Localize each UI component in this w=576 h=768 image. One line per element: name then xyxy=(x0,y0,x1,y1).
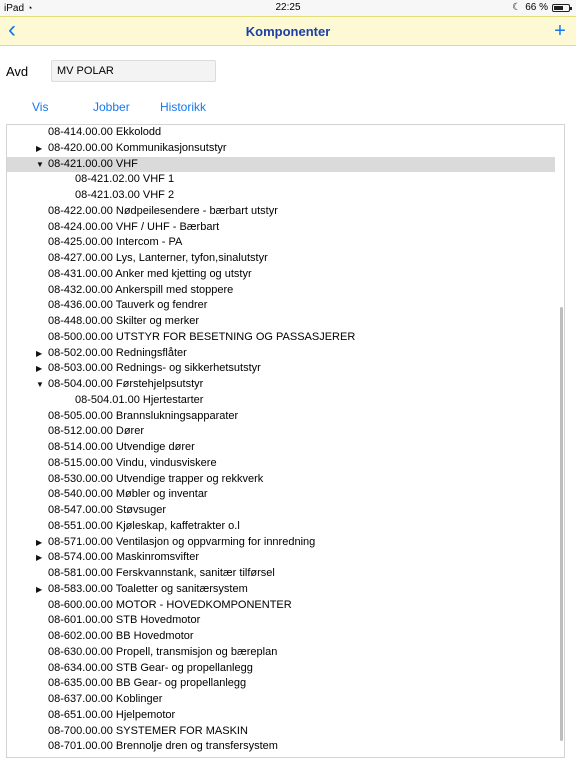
tree-row[interactable] xyxy=(7,424,564,440)
status-right xyxy=(512,0,570,16)
component-tree[interactable] xyxy=(6,124,565,758)
tree-row-label: 08-431.00.00 Anker med kjetting og utstyr xyxy=(48,267,252,280)
tree-row[interactable] xyxy=(7,535,564,551)
tree-row-label: 08-515.00.00 Vindu, vindusviskere xyxy=(48,456,217,469)
tree-row-label: 08-600.00.00 MOTOR - HOVEDKOMPONENTER xyxy=(48,598,292,611)
tree-row-label: 08-427.00.00 Lys, Lanterner, tyfon,sinalutstyr xyxy=(48,252,268,264)
tree-row[interactable] xyxy=(7,361,564,377)
tree-row[interactable] xyxy=(7,676,564,692)
tree-row[interactable] xyxy=(7,724,564,740)
status-bar xyxy=(0,0,576,16)
tree-row-label: 08-448.00.00 Skilter og merker xyxy=(48,315,200,327)
tree-row-label: 08-540.00.00 Møbler og inventar xyxy=(48,488,208,501)
wifi-icon: ◔ xyxy=(27,3,33,13)
tree-row[interactable] xyxy=(7,267,564,283)
collapsed-triangle-icon[interactable]: ▶ xyxy=(36,348,43,358)
tree-row-label: 08-571.00.00 Ventilasjon og oppvarming for innredning xyxy=(48,535,316,548)
battery-percent: 66 % xyxy=(525,2,548,13)
tree-row[interactable] xyxy=(7,251,564,267)
tree-row[interactable] xyxy=(7,409,564,425)
tree-row[interactable] xyxy=(7,377,564,393)
navigation-bar xyxy=(0,16,576,46)
tree-row[interactable] xyxy=(7,661,564,677)
tree-row-label: 08-602.00.00 BB Hovedmotor xyxy=(48,630,194,642)
avd-field[interactable]: MV POLAR xyxy=(51,60,216,82)
chevron-left-icon[interactable]: ‹ xyxy=(8,16,16,43)
tree-row[interactable] xyxy=(7,235,564,251)
tree-row-label: 08-581.00.00 Ferskvannstank, sanitær tilførsel xyxy=(48,567,275,579)
battery-level xyxy=(554,6,563,10)
tree-row-label: 08-504.01.00 Hjertestarter xyxy=(75,393,204,406)
page-title: Komponenter xyxy=(245,24,331,39)
collapsed-triangle-icon[interactable]: ▶ xyxy=(36,364,43,374)
tree-row[interactable] xyxy=(7,346,564,362)
tree-row-label: 08-630.00.00 Propell, transmisjon og bæreplan xyxy=(48,645,278,658)
tree-row[interactable] xyxy=(7,141,564,157)
tab-bar xyxy=(0,100,576,116)
tree-row-label: 08-422.00.00 Nødpeilesendere - bærbart utstyr xyxy=(48,204,278,217)
tree-row-label: 08-701.00.00 Brennolje dren og transfersystem xyxy=(48,740,278,753)
tree-row-label: 08-547.00.00 Støvsuger xyxy=(48,504,167,516)
status-time: 22:25 xyxy=(275,2,301,13)
tree-row[interactable] xyxy=(7,582,564,598)
tree-row[interactable] xyxy=(7,314,564,330)
tree-row[interactable] xyxy=(7,566,564,582)
tree-row[interactable] xyxy=(7,188,564,204)
tree-row-label: 08-512.00.00 Dører xyxy=(48,425,144,438)
tree-row-label: 08-432.00.00 Ankerspill med stoppere xyxy=(48,283,234,296)
tree-row[interactable] xyxy=(7,598,564,614)
tree-row[interactable] xyxy=(7,613,564,629)
tree-row[interactable] xyxy=(7,629,564,645)
tree-row-label: 08-583.00.00 Toaletter og sanitærsystem xyxy=(48,582,248,595)
tree-row[interactable] xyxy=(7,157,555,173)
tree-row[interactable] xyxy=(7,298,564,314)
tree-row-label: 08-420.00.00 Kommunikasjonsutstyr xyxy=(48,141,227,154)
tree-row-label: 08-601.00.00 STB Hovedmotor xyxy=(48,614,201,627)
tree-row-label: 08-503.00.00 Rednings- og sikkerhetsutstyr xyxy=(48,362,261,375)
tree-row[interactable] xyxy=(7,330,564,346)
tab-vis[interactable]: Vis xyxy=(32,100,49,114)
tree-row[interactable] xyxy=(7,550,564,566)
tab-historikk[interactable]: Historikk xyxy=(160,100,207,114)
expanded-triangle-icon[interactable]: ▼ xyxy=(36,159,44,169)
tree-row-label: 08-505.00.00 Brannslukningsapparater xyxy=(48,409,239,422)
tree-row-label: 08-637.00.00 Koblinger xyxy=(48,693,163,705)
tree-row-label: 08-421.02.00 VHF 1 xyxy=(75,173,175,186)
tree-row-label: 08-551.00.00 Kjøleskap, kaffetrakter o.l xyxy=(48,519,240,532)
scrollbar[interactable] xyxy=(560,307,563,741)
tree-row[interactable] xyxy=(7,220,564,236)
tree-row-label: 08-414.00.00 Ekkolodd xyxy=(48,126,162,138)
tree-row[interactable] xyxy=(7,393,564,409)
tree-row-label: 08-421.00.00 VHF xyxy=(48,157,138,170)
tree-row-label: 08-425.00.00 Intercom - PA xyxy=(48,236,183,249)
tree-row[interactable] xyxy=(7,487,564,503)
tree-row[interactable] xyxy=(7,125,564,141)
tree-row-label: 08-651.00.00 Hjelpemotor xyxy=(48,708,176,721)
tree-row[interactable] xyxy=(7,692,564,708)
tree-row-label: 08-634.00.00 STB Gear- og propellanlegg xyxy=(48,661,253,674)
tree-row[interactable] xyxy=(7,708,564,724)
tree-row-label: 08-421.03.00 VHF 2 xyxy=(75,189,175,201)
collapsed-triangle-icon[interactable]: ▶ xyxy=(36,143,43,153)
moon-icon: ☾ xyxy=(512,2,522,13)
tree-row-label: 08-574.00.00 Maskinromsvifter xyxy=(48,551,200,564)
tab-jobber[interactable]: Jobber xyxy=(93,100,130,114)
tree-row-label: 08-530.00.00 Utvendige trapper og rekkverk xyxy=(48,472,264,485)
tree-row-label: 08-424.00.00 VHF / UHF - Bærbart xyxy=(48,220,220,233)
tree-row-label: 08-500.00.00 UTSTYR FOR BESETNING OG PASSASJERER xyxy=(48,330,356,343)
tree-row[interactable] xyxy=(7,172,564,188)
tree-row-label: 08-504.00.00 Førstehjelpsutstyr xyxy=(48,378,204,390)
tree-row[interactable] xyxy=(7,472,564,488)
tree-row[interactable] xyxy=(7,519,564,535)
collapsed-triangle-icon[interactable]: ▶ xyxy=(36,584,43,594)
collapsed-triangle-icon[interactable]: ▶ xyxy=(36,537,43,547)
plus-icon[interactable]: + xyxy=(554,20,566,42)
expanded-triangle-icon[interactable]: ▼ xyxy=(36,380,44,389)
tree-row-label: 08-514.00.00 Utvendige dører xyxy=(48,441,195,453)
tree-row-label: 08-436.00.00 Tauverk og fendrer xyxy=(48,299,208,312)
battery-icon xyxy=(552,4,570,12)
tree-row-label: 08-700.00.00 SYSTEMER FOR MASKIN xyxy=(48,724,248,737)
tree-row[interactable] xyxy=(7,204,564,220)
collapsed-triangle-icon[interactable]: ▶ xyxy=(36,553,43,563)
tree-row[interactable] xyxy=(7,440,564,456)
device-label: iPad xyxy=(4,3,25,14)
tree-row[interactable] xyxy=(7,645,564,661)
avd-label: Avd xyxy=(6,64,29,79)
tree-row[interactable] xyxy=(7,739,564,755)
tree-row[interactable] xyxy=(7,503,564,519)
tree-row-label: 08-502.00.00 Redningsflåter xyxy=(48,346,187,359)
tree-row[interactable] xyxy=(7,456,564,472)
tree-row[interactable] xyxy=(7,283,564,299)
tree-row-label: 08-635.00.00 BB Gear- og propellanlegg xyxy=(48,677,247,690)
